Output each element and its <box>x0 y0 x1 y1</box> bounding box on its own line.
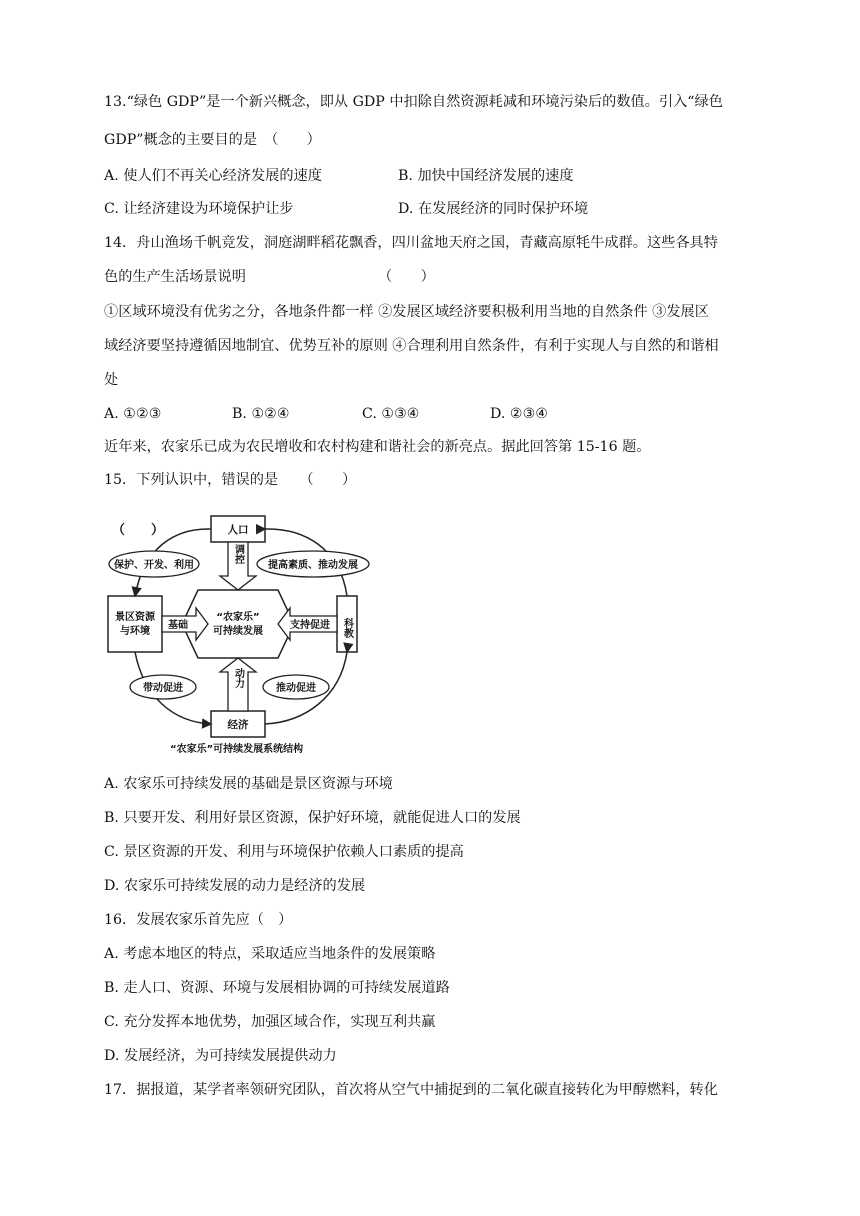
q16-stem: 16．发展农家乐首先应（ ） <box>104 912 293 928</box>
q16-option-a[interactable]: A. 考虑本地区的特点，采取适应当地条件的发展策略 <box>104 946 436 962</box>
q16-option-d[interactable]: D. 发展经济，为可持续发展提供动力 <box>104 1048 337 1064</box>
diagram-caption: “农家乐”可持续发展系统结构 <box>170 744 304 755</box>
science-label: 科教 <box>341 618 353 638</box>
population-label: 人口 <box>227 524 249 536</box>
q13-option-a[interactable]: A. 使人们不再关心经济发展的速度 <box>104 168 322 184</box>
q14-option-a[interactable]: A. ①②③ <box>104 406 162 422</box>
q15-option-a[interactable]: A. 农家乐可持续发展的基础是景区资源与环境 <box>104 776 393 792</box>
q14-option-b[interactable]: B. ①②④ <box>232 406 290 422</box>
drive2-label: 推动促进 <box>276 683 316 694</box>
q13-stem-line2: GDP”概念的主要目的是 （ ） <box>104 132 321 148</box>
protect-label: 保护、开发、利用 <box>114 560 194 571</box>
q13-option-d[interactable]: D. 在发展经济的同时保护环境 <box>398 201 589 217</box>
q14-option-d[interactable]: D. ②③④ <box>490 406 549 422</box>
farm-stay-system-diagram <box>104 508 384 758</box>
scenic-label-1: 景区资源 <box>115 612 155 623</box>
q14-stem-line1: 14．舟山渔场千帆竞发，洞庭湖畔稻花飘香，四川盆地天府之国，青藏高原牦牛成群。这些各具特 <box>104 235 718 251</box>
intro-text: 近年来，农家乐已成为农民增收和农村构建和谐社会的新亮点。据此回答第 15-16 题。 <box>104 439 651 455</box>
scenic-label-2: 与环境 <box>120 626 150 637</box>
economy-label: 经济 <box>227 719 249 731</box>
control-label: 调控 <box>232 544 244 564</box>
q13-stem-line1: 13.“绿色 GDP”是一个新兴概念，即从 GDP 中扣除自然资源耗减和环境污染后的数值。引入“绿色 <box>104 94 723 110</box>
q13-option-c[interactable]: C. 让经济建设为环境保护让步 <box>104 201 294 217</box>
motive-label: 动力 <box>232 668 244 688</box>
q14-statement-line1: ①区域环境没有优劣之分，各地条件都一样 ②发展区域经济要积极利用当地的自然条件 ③发展区 <box>104 304 709 320</box>
q17-stem-line1: 17．据报道，某学者率领研究团队，首次将从空气中捕捉到的二氧化碳直接转化为甲醇燃料，转化 <box>104 1082 718 1098</box>
basis-label: 基础 <box>168 620 188 631</box>
q15-option-b[interactable]: B. 只要开发、利用好景区资源，保护好环境，就能促进人口的发展 <box>104 810 521 826</box>
q14-statement-line2: 域经济要坚持遵循因地制宜、优势互补的原则 ④合理利用自然条件，有利于实现人与自然的和谐相 <box>104 338 719 354</box>
q13-option-b[interactable]: B. 加快中国经济发展的速度 <box>398 168 574 184</box>
scenic-box <box>108 596 162 652</box>
center-label-1: “农家乐” <box>216 612 260 623</box>
support-label: 支持促进 <box>290 620 330 631</box>
q15-option-d[interactable]: D. 农家乐可持续发展的动力是经济的发展 <box>104 878 366 894</box>
center-label-2: 可持续发展 <box>213 626 263 637</box>
q14-answer-paren: （ ） <box>378 269 435 285</box>
q15-stem: 15．下列认识中，错误的是 （ ） <box>104 472 357 488</box>
diagram-paren: （ ） <box>112 523 165 538</box>
q16-option-c[interactable]: C. 充分发挥本地优势，加强区域合作，实现互利共赢 <box>104 1014 436 1030</box>
quality-label: 提高素质、推动发展 <box>268 560 358 571</box>
q15-option-c[interactable]: C. 景区资源的开发、利用与环境保护依赖人口素质的提高 <box>104 844 464 860</box>
drive1-label: 带动促进 <box>143 683 183 694</box>
q16-option-b[interactable]: B. 走人口、资源、环境与发展相协调的可持续发展道路 <box>104 980 450 996</box>
q14-statement-line3: 处 <box>104 372 119 388</box>
q14-stem-line2: 色的生产生活场景说明 <box>104 269 246 285</box>
q14-option-c[interactable]: C. ①③④ <box>362 406 420 422</box>
